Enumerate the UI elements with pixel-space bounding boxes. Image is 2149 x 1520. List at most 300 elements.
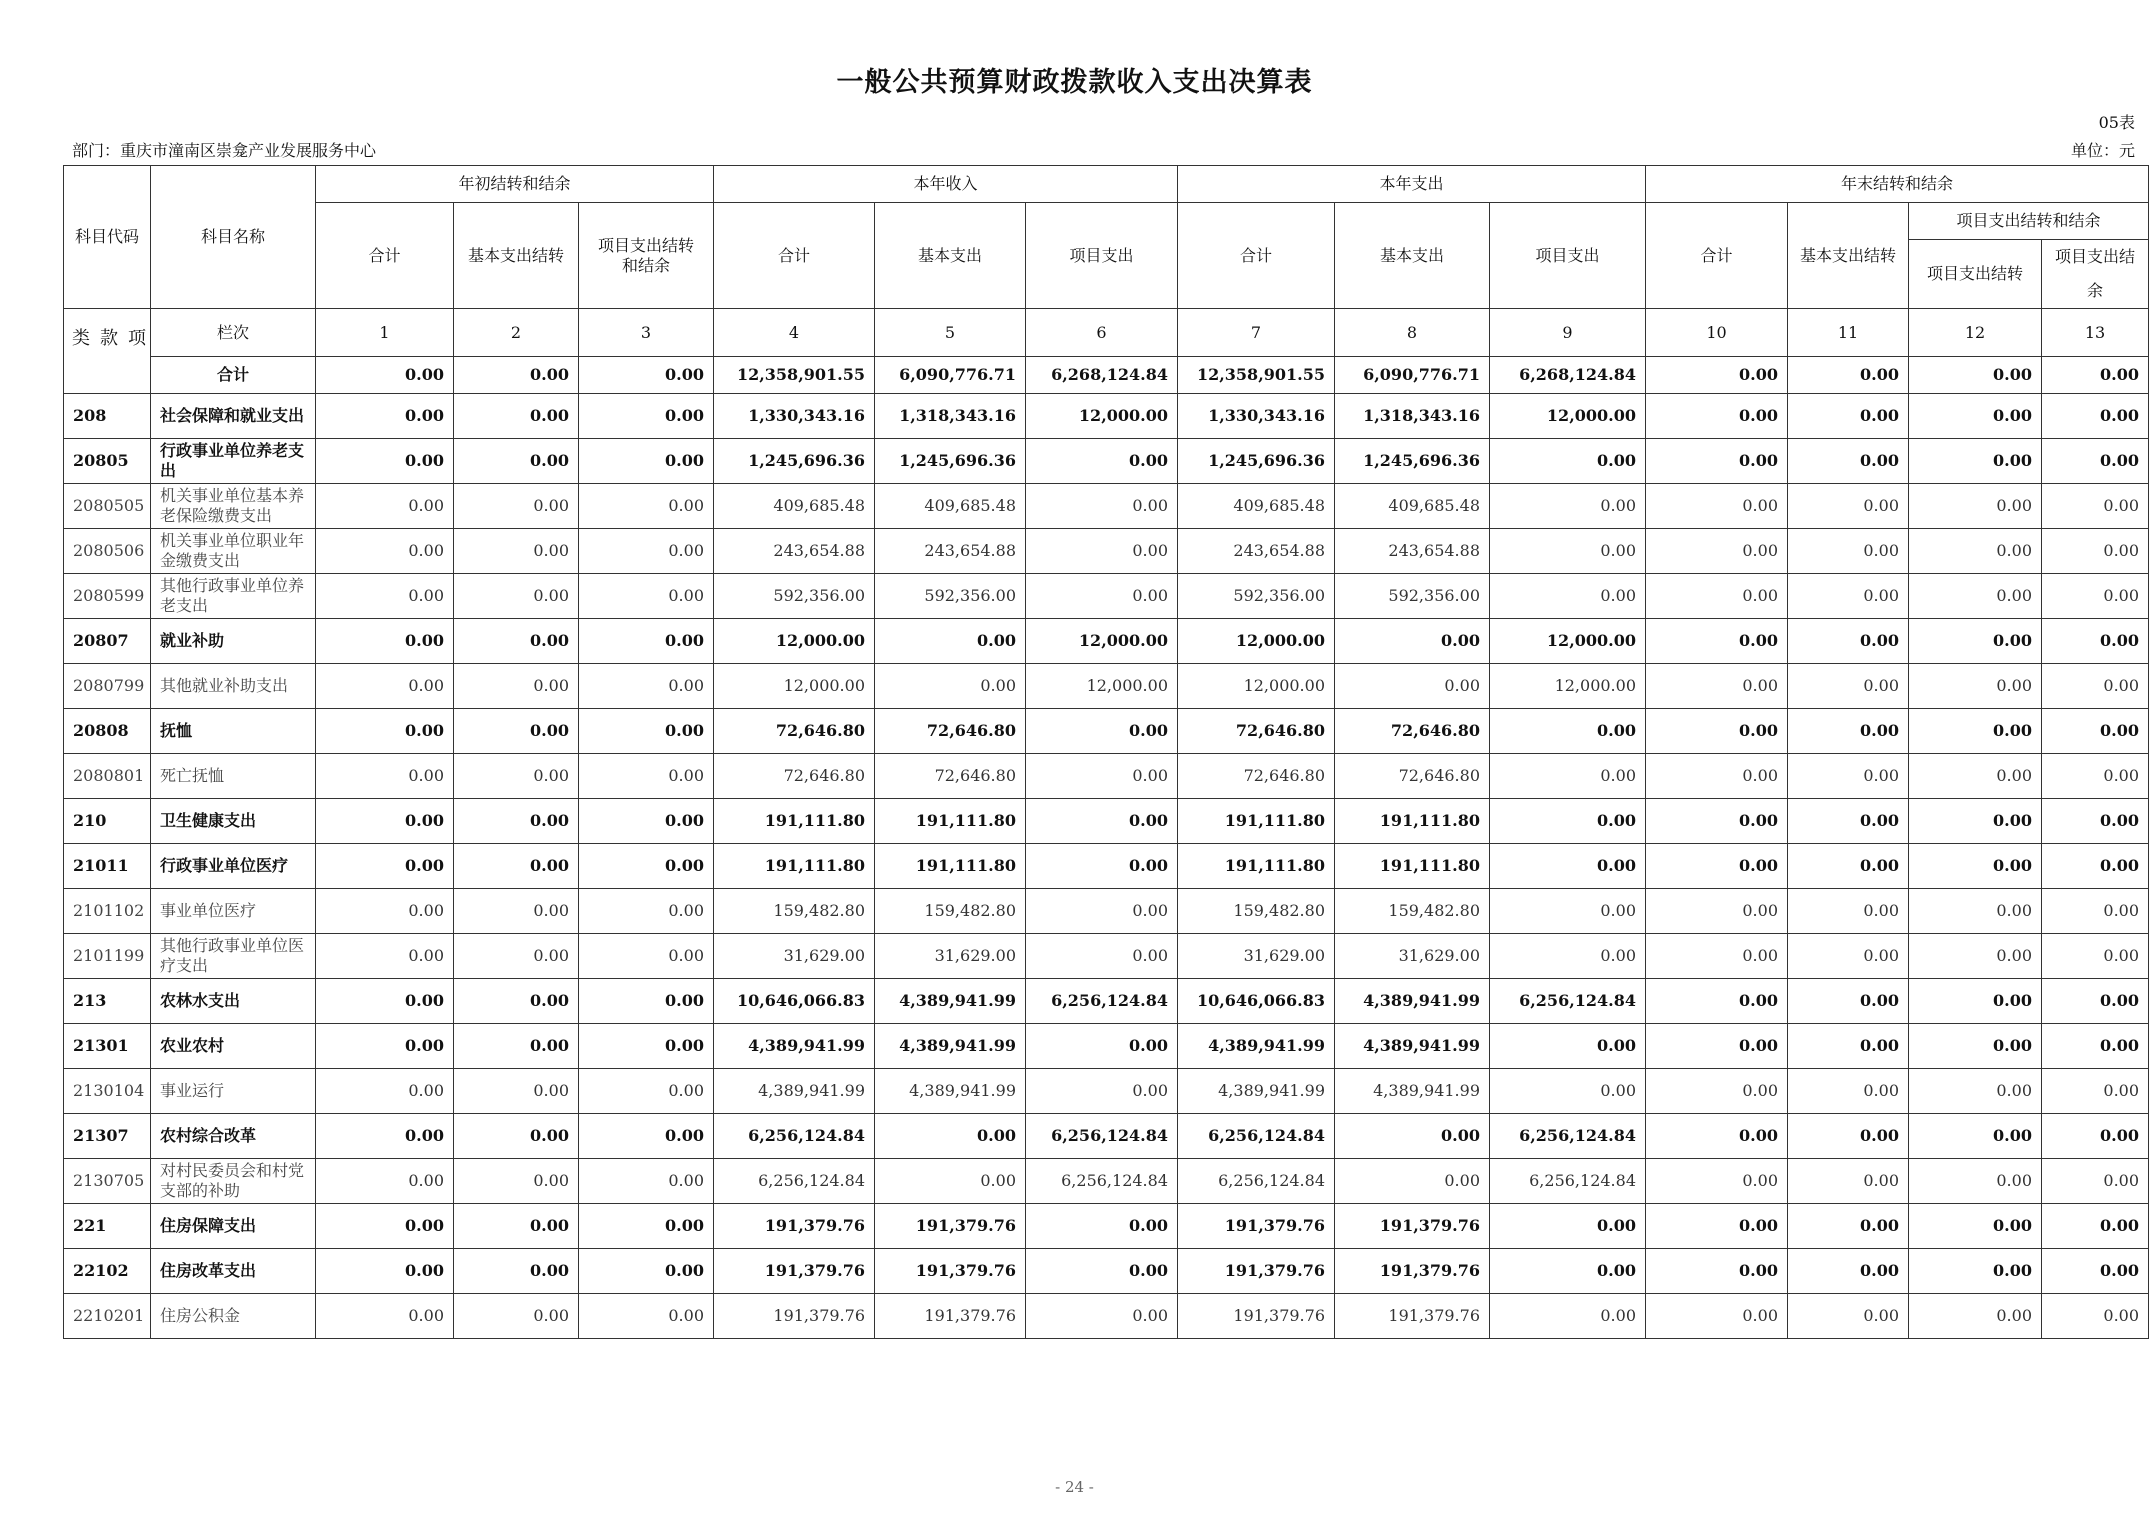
row-value: 0.00 — [454, 1294, 579, 1339]
row-value: 0.00 — [1490, 1024, 1646, 1069]
row-value: 0.00 — [1788, 1024, 1909, 1069]
row-value: 191,379.76 — [714, 1294, 875, 1339]
row-value: 12,000.00 — [1178, 664, 1335, 709]
row-value: 191,379.76 — [875, 1294, 1026, 1339]
header-income-project: 项目支出 — [1026, 203, 1178, 309]
row-value: 0.00 — [454, 934, 579, 979]
row-value: 592,356.00 — [1178, 574, 1335, 619]
total-cell: 0.00 — [1909, 357, 2042, 394]
row-value: 409,685.48 — [714, 484, 875, 529]
row-value: 0.00 — [579, 934, 714, 979]
row-value: 0.00 — [1788, 1294, 1909, 1339]
row-name: 机关事业单位职业年金缴费支出 — [151, 529, 316, 574]
row-value: 0.00 — [316, 979, 454, 1024]
table-body — [64, 394, 2149, 1339]
row-value: 0.00 — [1788, 889, 1909, 934]
header-xiang: 项 — [128, 328, 146, 349]
table-row — [64, 1204, 2149, 1249]
header-group-end: 年末结转和结余 — [1646, 166, 2149, 203]
row-code: 2130705 — [64, 1159, 151, 1204]
row-value: 0.00 — [1646, 844, 1788, 889]
header-end-total: 合计 — [1646, 203, 1788, 309]
col-number: 10 — [1646, 309, 1788, 357]
row-value: 0.00 — [1909, 394, 2042, 439]
row-code: 2080799 — [64, 664, 151, 709]
header-begin-basic: 基本支出结转 — [454, 203, 579, 309]
row-value: 0.00 — [579, 889, 714, 934]
row-value: 0.00 — [1026, 709, 1178, 754]
row-code: 2080505 — [64, 484, 151, 529]
row-value: 191,111.80 — [875, 844, 1026, 889]
row-value: 0.00 — [1026, 484, 1178, 529]
row-code: 21307 — [64, 1114, 151, 1159]
row-value: 0.00 — [316, 844, 454, 889]
row-value: 0.00 — [1646, 889, 1788, 934]
row-value: 0.00 — [579, 1249, 714, 1294]
row-value: 6,256,124.84 — [1490, 979, 1646, 1024]
row-value: 191,111.80 — [1335, 799, 1490, 844]
row-value: 0.00 — [1909, 844, 2042, 889]
table-row — [64, 1024, 2149, 1069]
row-value: 0.00 — [1490, 1204, 1646, 1249]
row-code: 2130104 — [64, 1069, 151, 1114]
col-number: 13 — [2042, 309, 2149, 357]
department-label: 部门：重庆市潼南区崇龛产业发展服务中心 — [72, 141, 377, 160]
table-row — [64, 1114, 2149, 1159]
total-cell: 0.00 — [2042, 357, 2149, 394]
row-value: 243,654.88 — [714, 529, 875, 574]
row-value: 0.00 — [1026, 439, 1178, 484]
col-number: 12 — [1909, 309, 2042, 357]
row-value: 0.00 — [454, 574, 579, 619]
row-value: 0.00 — [1788, 1159, 1909, 1204]
row-value: 12,000.00 — [1026, 394, 1178, 439]
row-value: 0.00 — [579, 529, 714, 574]
row-value: 0.00 — [1909, 1294, 2042, 1339]
row-value: 0.00 — [1909, 439, 2042, 484]
row-value: 0.00 — [1788, 934, 1909, 979]
row-code: 20808 — [64, 709, 151, 754]
row-value: 0.00 — [1026, 1204, 1178, 1249]
header-lei: 类 — [72, 328, 90, 349]
row-value: 0.00 — [1646, 664, 1788, 709]
row-value: 0.00 — [1490, 1294, 1646, 1339]
row-value: 0.00 — [1909, 619, 2042, 664]
row-value: 191,379.76 — [1335, 1294, 1490, 1339]
table-row — [64, 439, 2149, 484]
row-value: 0.00 — [579, 709, 714, 754]
row-value: 0.00 — [2042, 394, 2149, 439]
row-value: 0.00 — [1026, 574, 1178, 619]
row-value: 0.00 — [2042, 484, 2149, 529]
row-value: 0.00 — [1788, 394, 1909, 439]
row-value: 4,389,941.99 — [714, 1069, 875, 1114]
row-value: 0.00 — [1788, 1114, 1909, 1159]
header-end-project-group: 项目支出结转和结余 — [1909, 203, 2149, 240]
row-value: 0.00 — [1026, 1069, 1178, 1114]
row-value: 0.00 — [579, 1294, 714, 1339]
row-value: 6,256,124.84 — [1178, 1114, 1335, 1159]
header-code: 科目代码 — [64, 166, 151, 309]
row-value: 0.00 — [579, 439, 714, 484]
row-value: 0.00 — [875, 1114, 1026, 1159]
row-value: 1,318,343.16 — [1335, 394, 1490, 439]
row-value: 6,256,124.84 — [1026, 1114, 1178, 1159]
row-value: 0.00 — [316, 934, 454, 979]
row-value: 0.00 — [1788, 529, 1909, 574]
row-value: 0.00 — [316, 394, 454, 439]
col-number: 8 — [1335, 309, 1490, 357]
row-value: 0.00 — [1646, 394, 1788, 439]
row-value: 12,000.00 — [1490, 619, 1646, 664]
row-code: 2101199 — [64, 934, 151, 979]
row-value: 0.00 — [579, 1024, 714, 1069]
row-value: 0.00 — [454, 1249, 579, 1294]
row-value: 0.00 — [579, 1204, 714, 1249]
row-value: 6,256,124.84 — [714, 1159, 875, 1204]
row-value: 191,111.80 — [875, 799, 1026, 844]
row-value: 191,111.80 — [714, 844, 875, 889]
total-cell: 0.00 — [316, 357, 454, 394]
row-value: 0.00 — [579, 844, 714, 889]
row-value: 0.00 — [1909, 979, 2042, 1024]
page-number: - 24 - — [1055, 1478, 1094, 1496]
row-value: 0.00 — [579, 394, 714, 439]
total-row — [64, 357, 2149, 394]
row-value: 409,685.48 — [875, 484, 1026, 529]
col-number: 6 — [1026, 309, 1178, 357]
row-value: 191,379.76 — [714, 1249, 875, 1294]
row-value: 191,379.76 — [1335, 1204, 1490, 1249]
row-code: 2210201 — [64, 1294, 151, 1339]
row-value: 0.00 — [1909, 1249, 2042, 1294]
row-value: 0.00 — [1646, 1204, 1788, 1249]
row-value: 0.00 — [1788, 1069, 1909, 1114]
table-row — [64, 709, 2149, 754]
row-value: 243,654.88 — [875, 529, 1026, 574]
row-value: 0.00 — [579, 1159, 714, 1204]
total-cell: 12,358,901.55 — [1178, 357, 1335, 394]
header-expense-project: 项目支出 — [1490, 203, 1646, 309]
row-value: 12,000.00 — [1026, 619, 1178, 664]
row-value: 0.00 — [316, 664, 454, 709]
row-value: 1,245,696.36 — [875, 439, 1026, 484]
header-income-basic: 基本支出 — [875, 203, 1026, 309]
row-value: 0.00 — [454, 664, 579, 709]
row-value: 0.00 — [454, 1204, 579, 1249]
table-row — [64, 1294, 2149, 1339]
row-value: 191,379.76 — [1178, 1294, 1335, 1339]
row-value: 6,256,124.84 — [1026, 1159, 1178, 1204]
row-name: 对村民委员会和村党支部的补助 — [151, 1159, 316, 1204]
table-row — [64, 754, 2149, 799]
row-value: 0.00 — [1646, 1069, 1788, 1114]
row-value: 409,685.48 — [1178, 484, 1335, 529]
table-row — [64, 1249, 2149, 1294]
row-value: 592,356.00 — [875, 574, 1026, 619]
row-value: 0.00 — [579, 619, 714, 664]
row-value: 191,379.76 — [1335, 1249, 1490, 1294]
row-value: 0.00 — [1909, 1114, 2042, 1159]
row-value: 0.00 — [1026, 1294, 1178, 1339]
row-value: 0.00 — [1490, 574, 1646, 619]
row-value: 0.00 — [454, 844, 579, 889]
row-value: 4,389,941.99 — [1178, 1069, 1335, 1114]
row-name: 社会保障和就业支出 — [151, 394, 316, 439]
row-value: 0.00 — [454, 529, 579, 574]
total-cell: 0.00 — [1646, 357, 1788, 394]
row-value: 0.00 — [1335, 1114, 1490, 1159]
row-value: 0.00 — [2042, 574, 2149, 619]
row-value: 0.00 — [2042, 1294, 2149, 1339]
row-name: 行政事业单位养老支出 — [151, 439, 316, 484]
row-value: 0.00 — [454, 1159, 579, 1204]
row-value: 191,111.80 — [1178, 844, 1335, 889]
row-value: 0.00 — [1646, 1294, 1788, 1339]
row-value: 0.00 — [2042, 709, 2149, 754]
row-code: 22102 — [64, 1249, 151, 1294]
row-value: 1,318,343.16 — [875, 394, 1026, 439]
row-name: 农业农村 — [151, 1024, 316, 1069]
row-value: 0.00 — [454, 619, 579, 664]
row-value: 0.00 — [1646, 529, 1788, 574]
row-value: 31,629.00 — [714, 934, 875, 979]
row-value: 72,646.80 — [875, 754, 1026, 799]
row-code: 2080599 — [64, 574, 151, 619]
row-value: 243,654.88 — [1335, 529, 1490, 574]
row-value: 0.00 — [1335, 619, 1490, 664]
row-value: 31,629.00 — [1178, 934, 1335, 979]
header-name: 科目名称 — [151, 166, 316, 309]
header-group-expense: 本年支出 — [1178, 166, 1646, 203]
header-end-project-balance: 项目支出结余 — [2042, 240, 2149, 309]
total-row-label: 合计 — [151, 357, 316, 394]
row-value: 0.00 — [2042, 664, 2149, 709]
row-value: 0.00 — [1909, 664, 2042, 709]
row-value: 0.00 — [1788, 844, 1909, 889]
row-value: 0.00 — [1909, 1069, 2042, 1114]
total-cell: 6,090,776.71 — [1335, 357, 1490, 394]
row-value: 0.00 — [454, 709, 579, 754]
row-value: 0.00 — [2042, 754, 2149, 799]
row-name: 机关事业单位基本养老保险缴费支出 — [151, 484, 316, 529]
table-number: 05表 — [2098, 113, 2135, 132]
row-value: 0.00 — [579, 664, 714, 709]
row-value: 0.00 — [1909, 889, 2042, 934]
row-value: 0.00 — [316, 439, 454, 484]
row-value: 0.00 — [1026, 934, 1178, 979]
row-value: 0.00 — [1646, 979, 1788, 1024]
row-value: 0.00 — [1909, 529, 2042, 574]
table-row — [64, 979, 2149, 1024]
row-value: 159,482.80 — [1335, 889, 1490, 934]
row-value: 12,000.00 — [1490, 664, 1646, 709]
row-value: 0.00 — [1909, 754, 2042, 799]
row-value: 12,000.00 — [1490, 394, 1646, 439]
row-value: 0.00 — [316, 619, 454, 664]
row-value: 0.00 — [2042, 1159, 2149, 1204]
total-cell: 12,358,901.55 — [714, 357, 875, 394]
row-value: 72,646.80 — [1178, 709, 1335, 754]
row-value: 72,646.80 — [875, 709, 1026, 754]
row-value: 72,646.80 — [1335, 754, 1490, 799]
row-name: 行政事业单位医疗 — [151, 844, 316, 889]
row-value: 0.00 — [1788, 664, 1909, 709]
row-value: 191,111.80 — [1178, 799, 1335, 844]
row-value: 0.00 — [1646, 619, 1788, 664]
header-expense-total: 合计 — [1178, 203, 1335, 309]
row-value: 0.00 — [1335, 664, 1490, 709]
row-value: 0.00 — [1335, 1159, 1490, 1204]
row-name: 其他就业补助支出 — [151, 664, 316, 709]
row-value: 0.00 — [454, 1069, 579, 1114]
col-number: 2 — [454, 309, 579, 357]
row-value: 0.00 — [1788, 709, 1909, 754]
row-value: 0.00 — [1909, 574, 2042, 619]
row-code: 21011 — [64, 844, 151, 889]
row-value: 0.00 — [454, 889, 579, 934]
row-value: 0.00 — [454, 799, 579, 844]
row-value: 1,330,343.16 — [1178, 394, 1335, 439]
row-value: 6,256,124.84 — [714, 1114, 875, 1159]
row-value: 0.00 — [1788, 1249, 1909, 1294]
row-value: 0.00 — [875, 1159, 1026, 1204]
col-number: 11 — [1788, 309, 1909, 357]
row-value: 0.00 — [2042, 889, 2149, 934]
row-name: 住房保障支出 — [151, 1204, 316, 1249]
row-value: 0.00 — [2042, 934, 2149, 979]
row-value: 0.00 — [316, 889, 454, 934]
row-value: 0.00 — [1909, 934, 2042, 979]
table-row — [64, 394, 2149, 439]
row-value: 0.00 — [1646, 934, 1788, 979]
row-value: 31,629.00 — [875, 934, 1026, 979]
row-value: 191,379.76 — [875, 1204, 1026, 1249]
row-value: 0.00 — [1026, 799, 1178, 844]
row-value: 0.00 — [316, 484, 454, 529]
row-value: 0.00 — [579, 1069, 714, 1114]
header-begin-total: 合计 — [316, 203, 454, 309]
header-end-basic: 基本支出结转 — [1788, 203, 1909, 309]
row-name: 农林水支出 — [151, 979, 316, 1024]
row-value: 191,111.80 — [714, 799, 875, 844]
row-value: 0.00 — [316, 1249, 454, 1294]
page-title: 一般公共预算财政拨款收入支出决算表 — [836, 67, 1313, 98]
row-code: 2080801 — [64, 754, 151, 799]
row-value: 0.00 — [2042, 799, 2149, 844]
row-value: 0.00 — [1490, 484, 1646, 529]
row-value: 0.00 — [1490, 1249, 1646, 1294]
row-value: 1,245,696.36 — [1335, 439, 1490, 484]
row-value: 0.00 — [1026, 889, 1178, 934]
row-name: 住房公积金 — [151, 1294, 316, 1339]
row-value: 0.00 — [1646, 439, 1788, 484]
row-value: 0.00 — [454, 979, 579, 1024]
table-row — [64, 664, 2149, 709]
row-value: 159,482.80 — [714, 889, 875, 934]
row-code: 20805 — [64, 439, 151, 484]
row-value: 0.00 — [2042, 1069, 2149, 1114]
row-value: 159,482.80 — [1178, 889, 1335, 934]
row-value: 0.00 — [1490, 889, 1646, 934]
row-value: 0.00 — [1490, 529, 1646, 574]
row-value: 191,379.76 — [875, 1249, 1026, 1294]
row-value: 0.00 — [1490, 754, 1646, 799]
row-value: 0.00 — [1646, 1114, 1788, 1159]
row-value: 191,379.76 — [714, 1204, 875, 1249]
row-value: 0.00 — [1788, 439, 1909, 484]
row-value: 0.00 — [1646, 574, 1788, 619]
row-code: 221 — [64, 1204, 151, 1249]
row-value: 72,646.80 — [1335, 709, 1490, 754]
row-value: 0.00 — [1909, 799, 2042, 844]
row-value: 0.00 — [454, 394, 579, 439]
total-cell: 0.00 — [454, 357, 579, 394]
row-value: 191,379.76 — [1178, 1204, 1335, 1249]
row-value: 0.00 — [454, 484, 579, 529]
row-value: 0.00 — [1646, 1024, 1788, 1069]
row-name: 事业运行 — [151, 1069, 316, 1114]
row-value: 0.00 — [1646, 709, 1788, 754]
row-value: 0.00 — [1490, 799, 1646, 844]
row-value: 0.00 — [454, 754, 579, 799]
table-row — [64, 484, 2149, 529]
row-code: 21301 — [64, 1024, 151, 1069]
row-value: 4,389,941.99 — [1335, 1024, 1490, 1069]
row-value: 0.00 — [1788, 484, 1909, 529]
total-cell: 0.00 — [1788, 357, 1909, 394]
row-value: 0.00 — [2042, 1114, 2149, 1159]
row-value: 0.00 — [1646, 484, 1788, 529]
row-code: 213 — [64, 979, 151, 1024]
total-cell: 0.00 — [579, 357, 714, 394]
row-value: 0.00 — [579, 574, 714, 619]
row-value: 0.00 — [316, 1159, 454, 1204]
row-value: 592,356.00 — [1335, 574, 1490, 619]
row-value: 0.00 — [1788, 1204, 1909, 1249]
row-value: 1,330,343.16 — [714, 394, 875, 439]
header-expense-basic: 基本支出 — [1335, 203, 1490, 309]
row-name: 死亡抚恤 — [151, 754, 316, 799]
row-value: 0.00 — [1788, 979, 1909, 1024]
row-value: 0.00 — [316, 709, 454, 754]
row-value: 10,646,066.83 — [714, 979, 875, 1024]
total-cell: 6,268,124.84 — [1026, 357, 1178, 394]
row-value: 12,000.00 — [1178, 619, 1335, 664]
row-value: 243,654.88 — [1178, 529, 1335, 574]
row-value: 0.00 — [2042, 619, 2149, 664]
budget-table — [63, 165, 2149, 1339]
row-value: 0.00 — [1909, 1204, 2042, 1249]
row-value: 0.00 — [2042, 529, 2149, 574]
col-number: 7 — [1178, 309, 1335, 357]
table-row — [64, 529, 2149, 574]
row-value: 0.00 — [2042, 1024, 2149, 1069]
row-value: 0.00 — [579, 484, 714, 529]
row-value: 0.00 — [1788, 754, 1909, 799]
row-value: 0.00 — [1909, 1159, 2042, 1204]
row-value: 0.00 — [316, 574, 454, 619]
row-value: 6,256,124.84 — [1490, 1114, 1646, 1159]
row-value: 0.00 — [1490, 934, 1646, 979]
row-value: 72,646.80 — [714, 754, 875, 799]
row-value: 0.00 — [316, 1069, 454, 1114]
row-value: 4,389,941.99 — [875, 979, 1026, 1024]
row-value: 72,646.80 — [1178, 754, 1335, 799]
row-name: 农村综合改革 — [151, 1114, 316, 1159]
row-value: 0.00 — [1490, 709, 1646, 754]
row-value: 0.00 — [1788, 799, 1909, 844]
